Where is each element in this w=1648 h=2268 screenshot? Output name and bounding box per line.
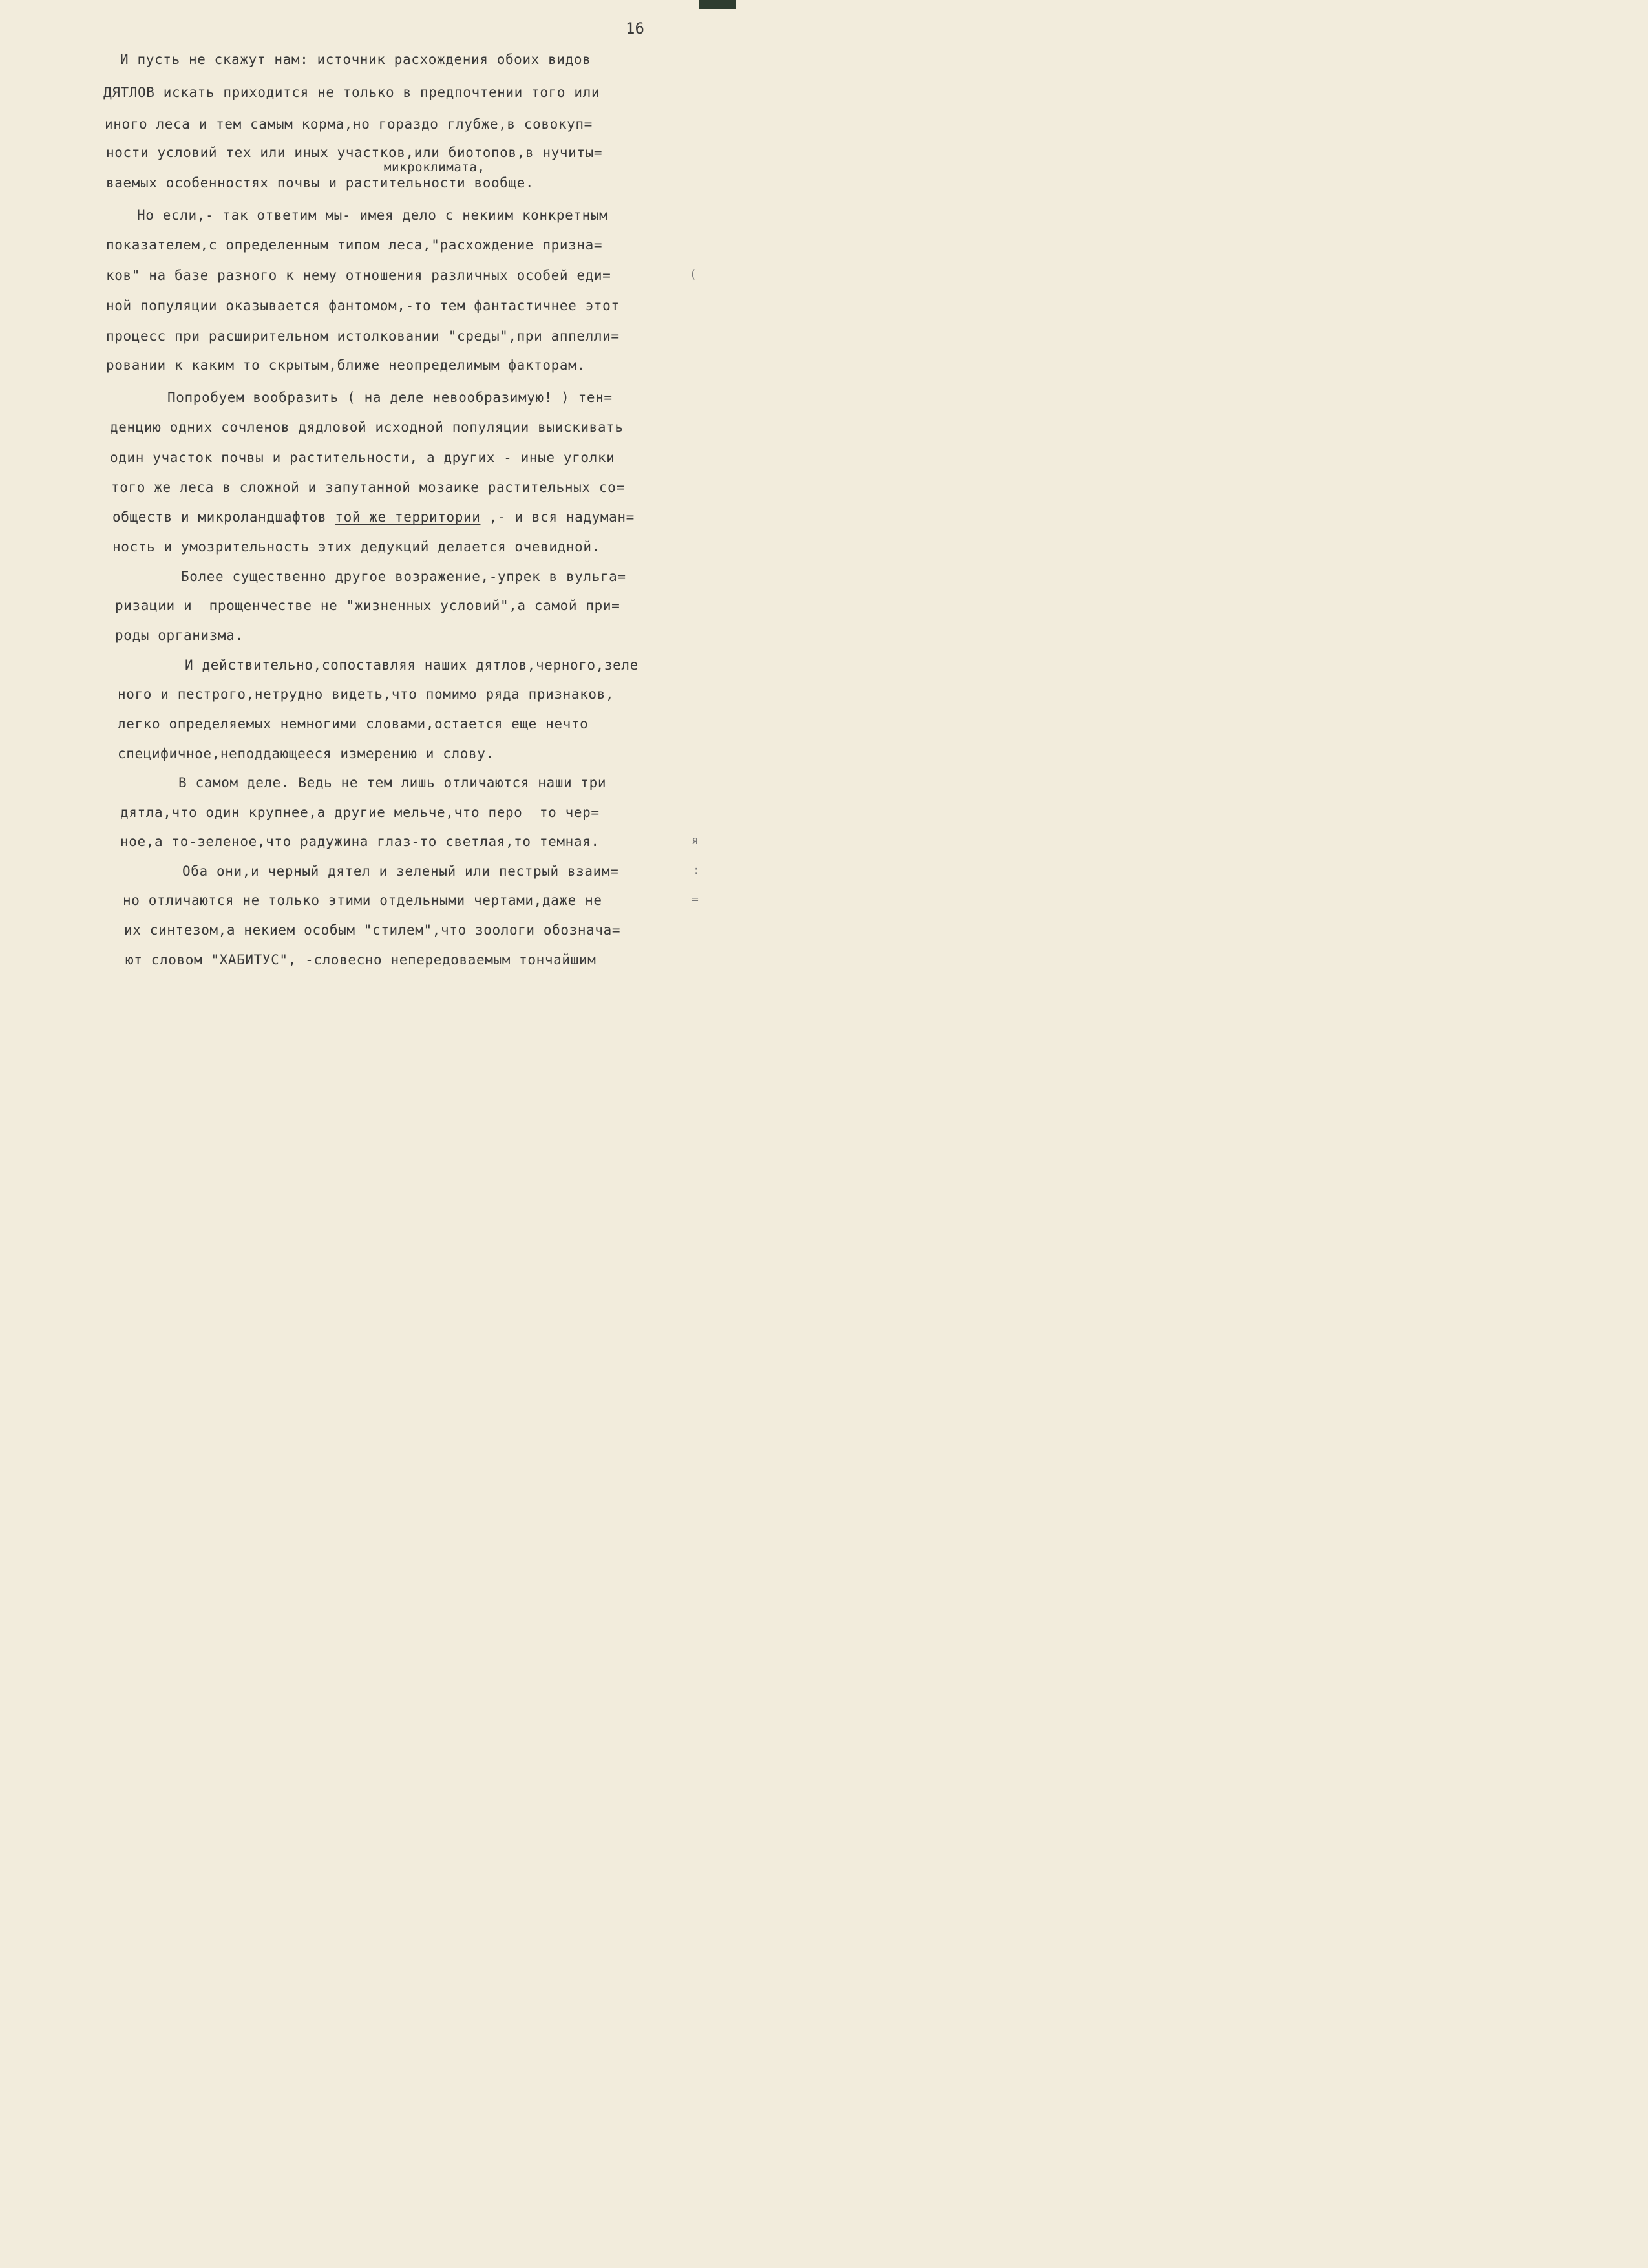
text-segment: ,- и вся надуман=	[480, 509, 635, 525]
text-line: ют словом "ХАБИТУС", -словесно непередоваемым тончайшим	[125, 952, 597, 968]
text-line: денцию одних сочленов дядловой исходной популяции выискивать	[110, 419, 624, 435]
text-line: один участок почвы и растительности, а других - иные уголки	[110, 450, 615, 465]
text-line: ность и умозрительность этих дедукций делается очевидной.	[112, 539, 600, 555]
text-line: ДЯТЛОВ искать приходится не только в предпочтении того или	[103, 85, 600, 100]
text-line: но отличаются не только этими отдельными чертами,даже не	[123, 893, 602, 908]
paragraph-start-line: Оба они,и черный дятел и зеленый или пестрый взаим=	[182, 864, 619, 879]
text-line: И пусть не скажут нам: источник расхождения обоих видов	[120, 52, 591, 67]
text-line: специфичное,неподдающееся измерению и слову.	[118, 746, 494, 761]
paragraph-start-line: Более существенно другое возражение,-упрек в вульга=	[181, 569, 626, 584]
text-line: ное,а то-зеленое,что радужина глаз-то светлая,то темная.	[120, 834, 600, 849]
text-line: ризации и прощенчестве не "жизненных условий",а самой при=	[115, 598, 620, 613]
margin-mark: я	[692, 834, 699, 847]
paragraph-start-line: Попробуем вообразить ( на деле невообразимую! ) тен=	[167, 390, 613, 405]
margin-mark: (	[690, 268, 697, 281]
paragraph-start-line: В самом деле. Ведь не тем лишь отличаются наши три	[178, 775, 607, 790]
text-line: ности условий тех или иных участков,или биотопов,в нучиты=	[106, 145, 603, 160]
text-line: легко определяемых немногими словами,остается еще нечто	[118, 716, 589, 732]
paragraph-start-line: Но если,- так ответим мы- имея дело с некиим конкретным	[137, 207, 608, 223]
document-page	[0, 0, 736, 1013]
text-line: ков" на базе разного к нему отношения различных особей еди=	[106, 268, 611, 283]
text-line: их синтезом,а некием особым "стилем",что зоологи обознача=	[124, 922, 621, 938]
text-line: ного и пестрого,нетрудно видеть,что помимо ряда признаков,	[118, 686, 615, 702]
margin-mark: :	[693, 864, 700, 877]
text-line: процесс при расширительном истолковании "среды",при аппелли=	[106, 328, 620, 344]
underlined-phrase: той же территории	[335, 509, 481, 525]
paragraph-start-line: И действительно,сопоставляя наших дятлов,черного,зеле	[185, 657, 639, 673]
text-line: ной популяции оказывается фантомом,-то тем фантастичнее этот	[106, 298, 620, 313]
text-line: ваемых особенностях почвы и растительности вообще.	[106, 175, 534, 191]
text-line: дятла,что один крупнее,а другие мельче,что перо то чер=	[120, 805, 600, 820]
text-segment: обществ и микроландшафтов	[112, 509, 335, 525]
text-line: того же леса в сложной и запутанной мозаике растительных со=	[111, 480, 625, 495]
page-number: 16	[626, 19, 644, 37]
text-line: ровании к каким то скрытым,ближе неопределимым факторам.	[106, 357, 586, 373]
interlinear-insertion: микроклимата,	[384, 160, 485, 175]
text-line: роды организма.	[115, 628, 244, 643]
margin-mark: =	[692, 893, 699, 906]
scan-edge-strip	[699, 0, 736, 9]
text-line: иного леса и тем самым корма,но гораздо глубже,в совокуп=	[105, 116, 593, 132]
text-line	[112, 509, 635, 525]
text-line: показателем,с определенным типом леса,"расхождение призна=	[106, 237, 603, 253]
